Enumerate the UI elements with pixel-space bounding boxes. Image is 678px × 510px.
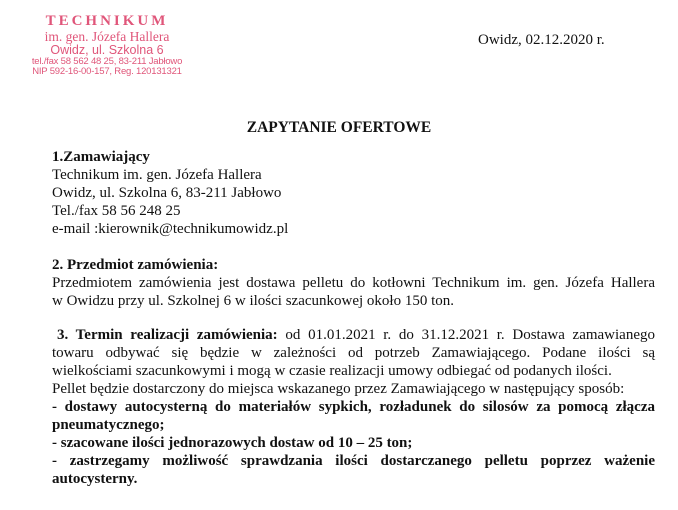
document-title: ZAPYTANIE OFERTOWE	[246, 119, 432, 136]
stamp-line-4: tel./fax 58 562 48 25, 83-211 Jabłowo	[31, 56, 183, 68]
section2-line-2: w Owidzu przy ul. Szkolnej 6 w ilości szacunkowej około 150 ton.	[52, 293, 455, 309]
section-term	[52, 326, 655, 488]
section-ordering-party	[52, 148, 452, 238]
stamp-line-1: TECHNIKUM	[45, 13, 169, 29]
section1-email: e-mail :kierownik@technikumowidz.pl	[52, 221, 289, 237]
section3-bullet-1: - dostawy autocysterną do materiałów sypkich, rozładunek do silosów za pomocą złącza	[52, 399, 655, 415]
section2-line-1: Przedmiotem zamówienia jest dostawa pelletu do kotłowni Technikum im. gen. Józefa Hallera	[52, 275, 655, 291]
section3-line-2: towaru odbywać się będzie w zależności od potrzeb Zamawiającego. Podane ilości są	[52, 345, 655, 361]
section1-line: Tel./fax 58 56 248 25	[52, 203, 181, 219]
section3-line-3: wielkościami szacunkowymi i mogą w czasie realizacji umowy odbiegać od podanych ilości.	[52, 363, 612, 379]
section3-bullet-3: - zastrzegamy możliwość sprawdzania ilości dostarczanego pelletu poprzez ważenie	[52, 453, 655, 469]
section3-bullet-3-cont: autocysterny.	[52, 471, 138, 487]
section3-heading: 3. Termin realizacji zamówienia:	[57, 327, 278, 343]
section1-line: Owidz, ul. Szkolna 6, 83-211 Jabłowo	[52, 185, 282, 201]
section2-heading: 2. Przedmiot zamówienia:	[52, 257, 219, 273]
stamp-line-3: Owidz, ul. Szkolna 6	[50, 42, 164, 57]
section1-line: Technikum im. gen. Józefa Hallera	[52, 167, 262, 183]
section3-bullet-2: - szacowane ilości jednorazowych dostaw od 10 – 25 ton;	[52, 435, 413, 451]
stamp-line-2: im. gen. Józefa Hallera	[44, 28, 170, 44]
stamp-line-5: NIP 592-16-00-157, Reg. 120131321	[32, 66, 182, 78]
document-date: Owidz, 02.12.2020 r.	[478, 32, 605, 48]
school-stamp	[12, 14, 202, 77]
section3-bullet-1-cont: pneumatycznego;	[52, 417, 165, 433]
section3-line-4: Pellet będzie dostarczony do miejsca wskazanego przez Zamawiającego w następujący sposób:	[52, 381, 625, 397]
section3-line-1	[52, 326, 655, 344]
section3-line-1-rest: od 01.01.2021 r. do 31.12.2021 r. Dostawa zamawianego	[277, 327, 655, 343]
section1-heading: 1.Zamawiający	[52, 149, 150, 165]
section-subject	[52, 256, 655, 310]
